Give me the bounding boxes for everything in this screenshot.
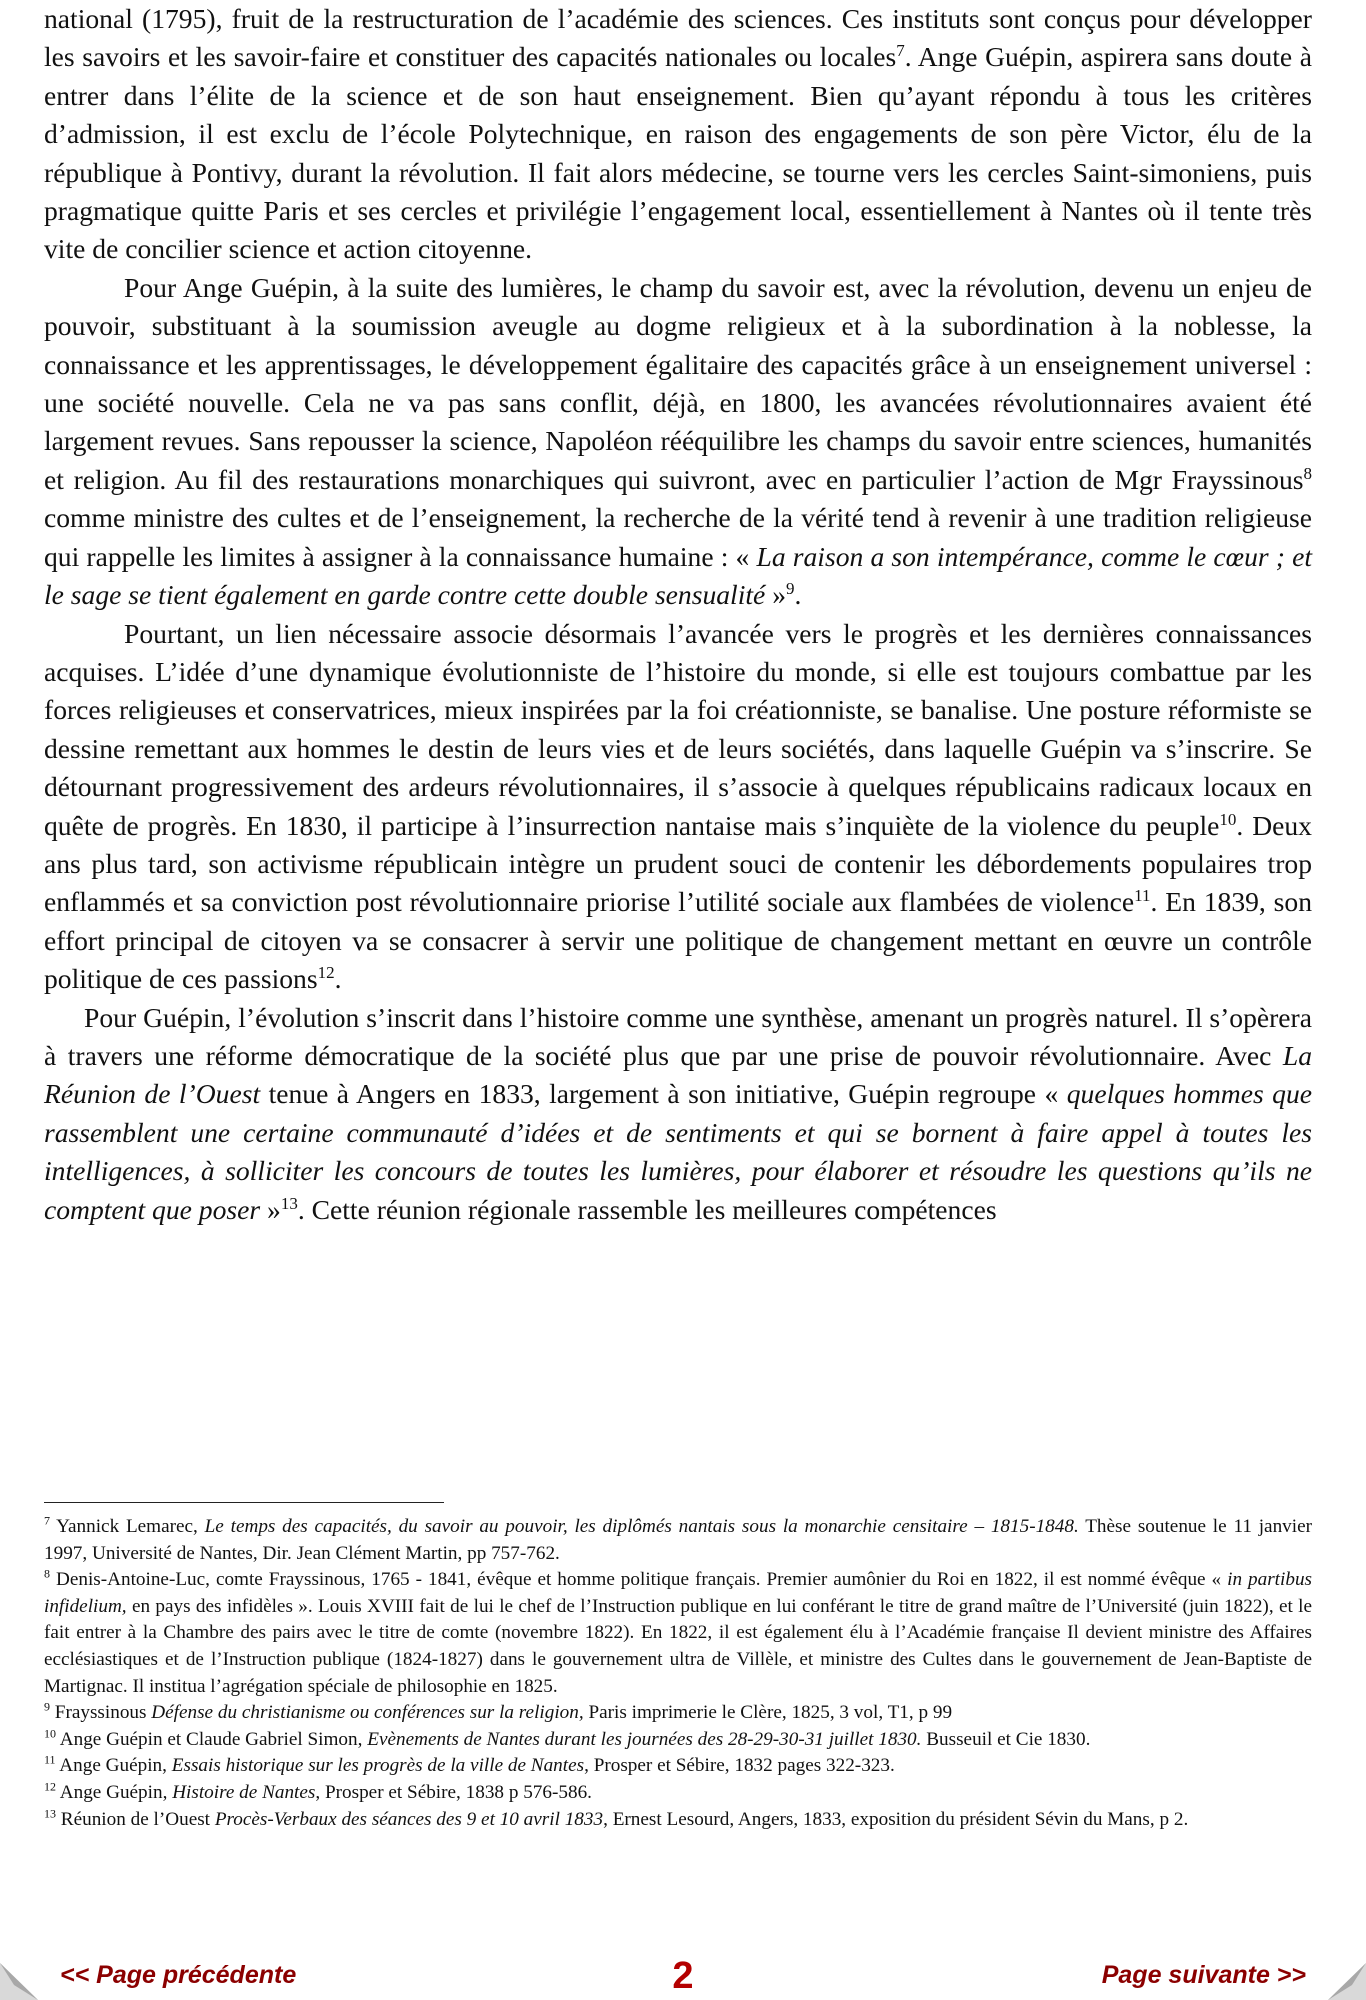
title-reunion-ouest: La Réunion de l’Ouest — [44, 1039, 1312, 1110]
paragraph-text: . — [794, 579, 802, 611]
footnote-text: Yannick Lemarec, — [50, 1516, 205, 1537]
footnote-ref-8[interactable]: 8 — [1303, 463, 1312, 483]
footnote-12 — [44, 1780, 1312, 1807]
paragraph-text: comme ministre des cultes et de l’enseignement, la recherche de la vérité tend à revenir à une tradition religieuse qui rappelle les limites à assigner à la connaissance humaine : « — [44, 502, 1312, 572]
paragraph-text: Pour Ange Guépin, à la suite des lumières, le champ du savoir est, avec la révolution, devenu un enjeu de pouvoir, substituant à la soumission aveugle au dogme religieux et à la subordination à la noblesse, la connaissance et les apprentissages, le développement égalitaire des capacités grâce à un enseignement universel : une société nouvelle. Cela ne va pas sans conflit, déjà, en 1800, les avancées révolutionnaires avaient été largement revues. Sans repousser la science, Napoléon rééquilibre les champs du savoir entre sciences, humanités et religion. Au fil des restaurations monarchiques qui suivront, avec en particulier l’action de Mgr Frayssinous — [44, 271, 1312, 495]
footnote-title: Le temps des capacités, du savoir au pouvoir, les diplômés nantais sous la monarchie censitaire – 1815-1848. — [204, 1516, 1079, 1537]
page-curl-right-icon[interactable] — [1318, 1955, 1366, 2000]
footnote-title: in partibus infidelium, — [44, 1569, 1312, 1617]
footnote-text: Ange Guépin et Claude Gabriel Simon, — [56, 1728, 368, 1750]
footnote-ref-10[interactable]: 10 — [1219, 809, 1237, 829]
footnote-ref-9[interactable]: 9 — [786, 578, 795, 598]
footnote-text: Frayssinous — [50, 1702, 152, 1724]
footnote-mark: 13 — [44, 1806, 56, 1821]
footnote-title: Histoire de Nantes — [172, 1781, 316, 1803]
footnote-title: Défense du christianisme ou conférences sur la religion, — [151, 1702, 584, 1724]
footnote-ref-12[interactable]: 12 — [317, 962, 335, 982]
footnote-mark: 11 — [44, 1752, 56, 1767]
footnote-text: Paris imprimerie le Clère, 1825, 3 vol, T1, p 99 — [583, 1702, 953, 1724]
paragraph-2 — [44, 269, 1312, 615]
footnote-mark: 9 — [44, 1699, 50, 1714]
footnote-title: Evènements de Nantes durant les journées des 28-29-30-31 juillet 1830. — [367, 1728, 922, 1750]
body-text — [44, 0, 1312, 1229]
paragraph-text: . — [334, 963, 342, 995]
paragraph-text: Pourtant, un lien nécessaire associe désormais l’avancée vers le progrès et les dernières connaissances acquises. L’idée d’une dynamique évolutionniste de l’histoire du monde, si elle est toujours combattue par les forces religieuses et conservatrices, mieux inspirées par la foi créationniste, se banalise. Une posture réformiste se dessine remettant aux hommes le destin de leurs vies et de leurs sociétés, dans laquelle Guépin va s’inscrire. Se détournant progressivement des ardeurs révolutionnaires, il s’associe à quelques républicains radicaux locaux en quête de progrès. En 1830, il participe à l’insurrection nantaise mais s’inquiète de la violence du peuple — [44, 617, 1312, 841]
footnotes — [44, 1514, 1312, 1833]
footnote-title: Essais historique sur les progrès de la ville de Nantes — [171, 1755, 585, 1777]
footnote-text: , Prosper et Sébire, 1832 pages 322-323. — [584, 1755, 895, 1777]
footnote-ref-13[interactable]: 13 — [280, 1193, 298, 1213]
quote-reunion: quelques hommes que rassemblent une certaine communauté d’idées et de sentiments et qui se bornent à faire appel à toutes les intelligences, à solliciter les concours de toutes les lumières, pour élaborer et résoudre les questions qu’ils ne comptent que poser — [44, 1078, 1313, 1225]
footnote-11 — [44, 1753, 1312, 1780]
paragraph-text: . Cette réunion régionale rassemble les meilleures compétences — [297, 1193, 997, 1225]
previous-page-link[interactable]: << Page précédente — [60, 1961, 297, 1989]
paragraph-text: Pour Guépin, l’évolution s’inscrit dans l’histoire comme une synthèse, amenant un progrès naturel. Il s’opèrera à travers une réforme démocratique de la société plus que par une prise de pouvoir révolutionnaire. Avec — [44, 1001, 1312, 1071]
footnote-separator — [44, 1502, 444, 1503]
paragraph-text: » — [260, 1193, 281, 1225]
page-number: 2 — [672, 1955, 694, 1997]
footnote-text: Thèse soutenue le 11 janvier 1997, Université de Nantes, Dir. Jean Clément Martin, pp 757-762. — [44, 1516, 1312, 1564]
footnote-ref-11[interactable]: 11 — [1134, 886, 1151, 906]
footnote-9 — [44, 1700, 1312, 1727]
footnote-7 — [44, 1514, 1312, 1567]
footnote-text: Ange Guépin, — [55, 1755, 172, 1777]
footnote-13 — [44, 1807, 1312, 1834]
footnote-mark: 8 — [44, 1566, 50, 1581]
paragraph-text: national (1795), fruit de la restructuration de l’académie des sciences. Ces instituts sont conçus pour développer les savoirs et les savoir-faire et constituer des capacités nationales ou locales — [44, 3, 1312, 73]
footnote-title: Procès-Verbaux des séances des 9 et 10 avril 1833 — [214, 1808, 604, 1830]
footnote-10 — [44, 1727, 1312, 1754]
quote-frayssinous: La raison a son intempérance, comme le cœur ; et le sage se tient également en garde contre cette double sensualité — [44, 540, 1312, 611]
paragraph-4 — [44, 999, 1312, 1229]
footnote-text: en pays des infidèles ». Louis XVIII fait de lui le chef de l’Instruction publique en lui conférant le titre de grand maître de l’Université (juin 1822), et le fait entrer à la Chambre des pairs avec le titre de comte (novembre 1822). En 1822, il est également élu à l’Académie française Il devient ministre des Affaires ecclésiastiques et de l’Instruction publique (1824-1827) dans le gouvernement ultra de Villèle, et ministre des Cultes dans le gouvernement de Jean-Baptiste de Martignac. Il institua l’agrégation spéciale de philosophie en 1825. — [44, 1595, 1312, 1697]
footnote-mark: 10 — [44, 1726, 56, 1741]
next-page-link[interactable]: Page suivante >> — [1101, 1961, 1306, 1989]
footnote-ref-7[interactable]: 7 — [896, 41, 905, 61]
footnote-text: Réunion de l’Ouest — [56, 1808, 215, 1830]
footnote-8 — [44, 1567, 1312, 1700]
footnote-text: , Ernest Lesourd, Angers, 1833, exposition du président Sévin du Mans, p 2. — [603, 1808, 1189, 1830]
paragraph-3 — [44, 615, 1312, 999]
paragraph-text: . En 1839, son effort principal de citoyen va se consacrer à servir une politique de changement mettant en œuvre un contrôle politique de ces passions — [44, 886, 1312, 995]
paragraph-1 — [44, 0, 1312, 269]
footnote-mark: 12 — [44, 1779, 56, 1794]
paragraph-text: . Ange Guépin, aspirera sans doute à entrer dans l’élite de la science et de son haut enseignement. Bien qu’ayant répondu à tous les critères d’admission, il est exclu de l’école Polytechnique, en raison des engagements de son père Victor, élu de la république à Pontivy, durant la révolution. Il fait alors médecine, se tourne vers les cercles Saint-simoniens, puis pragmatique quitte Paris et ses cercles et privilégie l’engagement local, essentiellement à Nantes où il tente très vite de concilier science et action citoyenne. — [44, 41, 1312, 265]
paragraph-text: . Deux ans plus tard, son activisme républicain intègre un prudent souci de contenir les débordements populaires trop enflammés et sa conviction post révolutionnaire priorise l’utilité sociale aux flambées de violence — [44, 809, 1312, 918]
footnote-mark: 7 — [44, 1513, 50, 1528]
footnote-text: Ange Guépin, — [56, 1781, 173, 1803]
footnote-text: Busseuil et Cie 1830. — [921, 1728, 1091, 1750]
page-navigation — [0, 1955, 1366, 2000]
footnote-text: , Prosper et Sébire, 1838 p 576-586. — [315, 1781, 592, 1803]
paragraph-text: » — [765, 579, 787, 611]
footnote-text: Denis-Antoine-Luc, comte Frayssinous, 1765 - 1841, évêque et homme politique français. Premier aumônier du Roi en 1822, il est nommé évêque « — [50, 1569, 1228, 1591]
paragraph-text: tenue à Angers en 1833, largement à son initiative, Guépin regroupe « — [260, 1078, 1067, 1110]
